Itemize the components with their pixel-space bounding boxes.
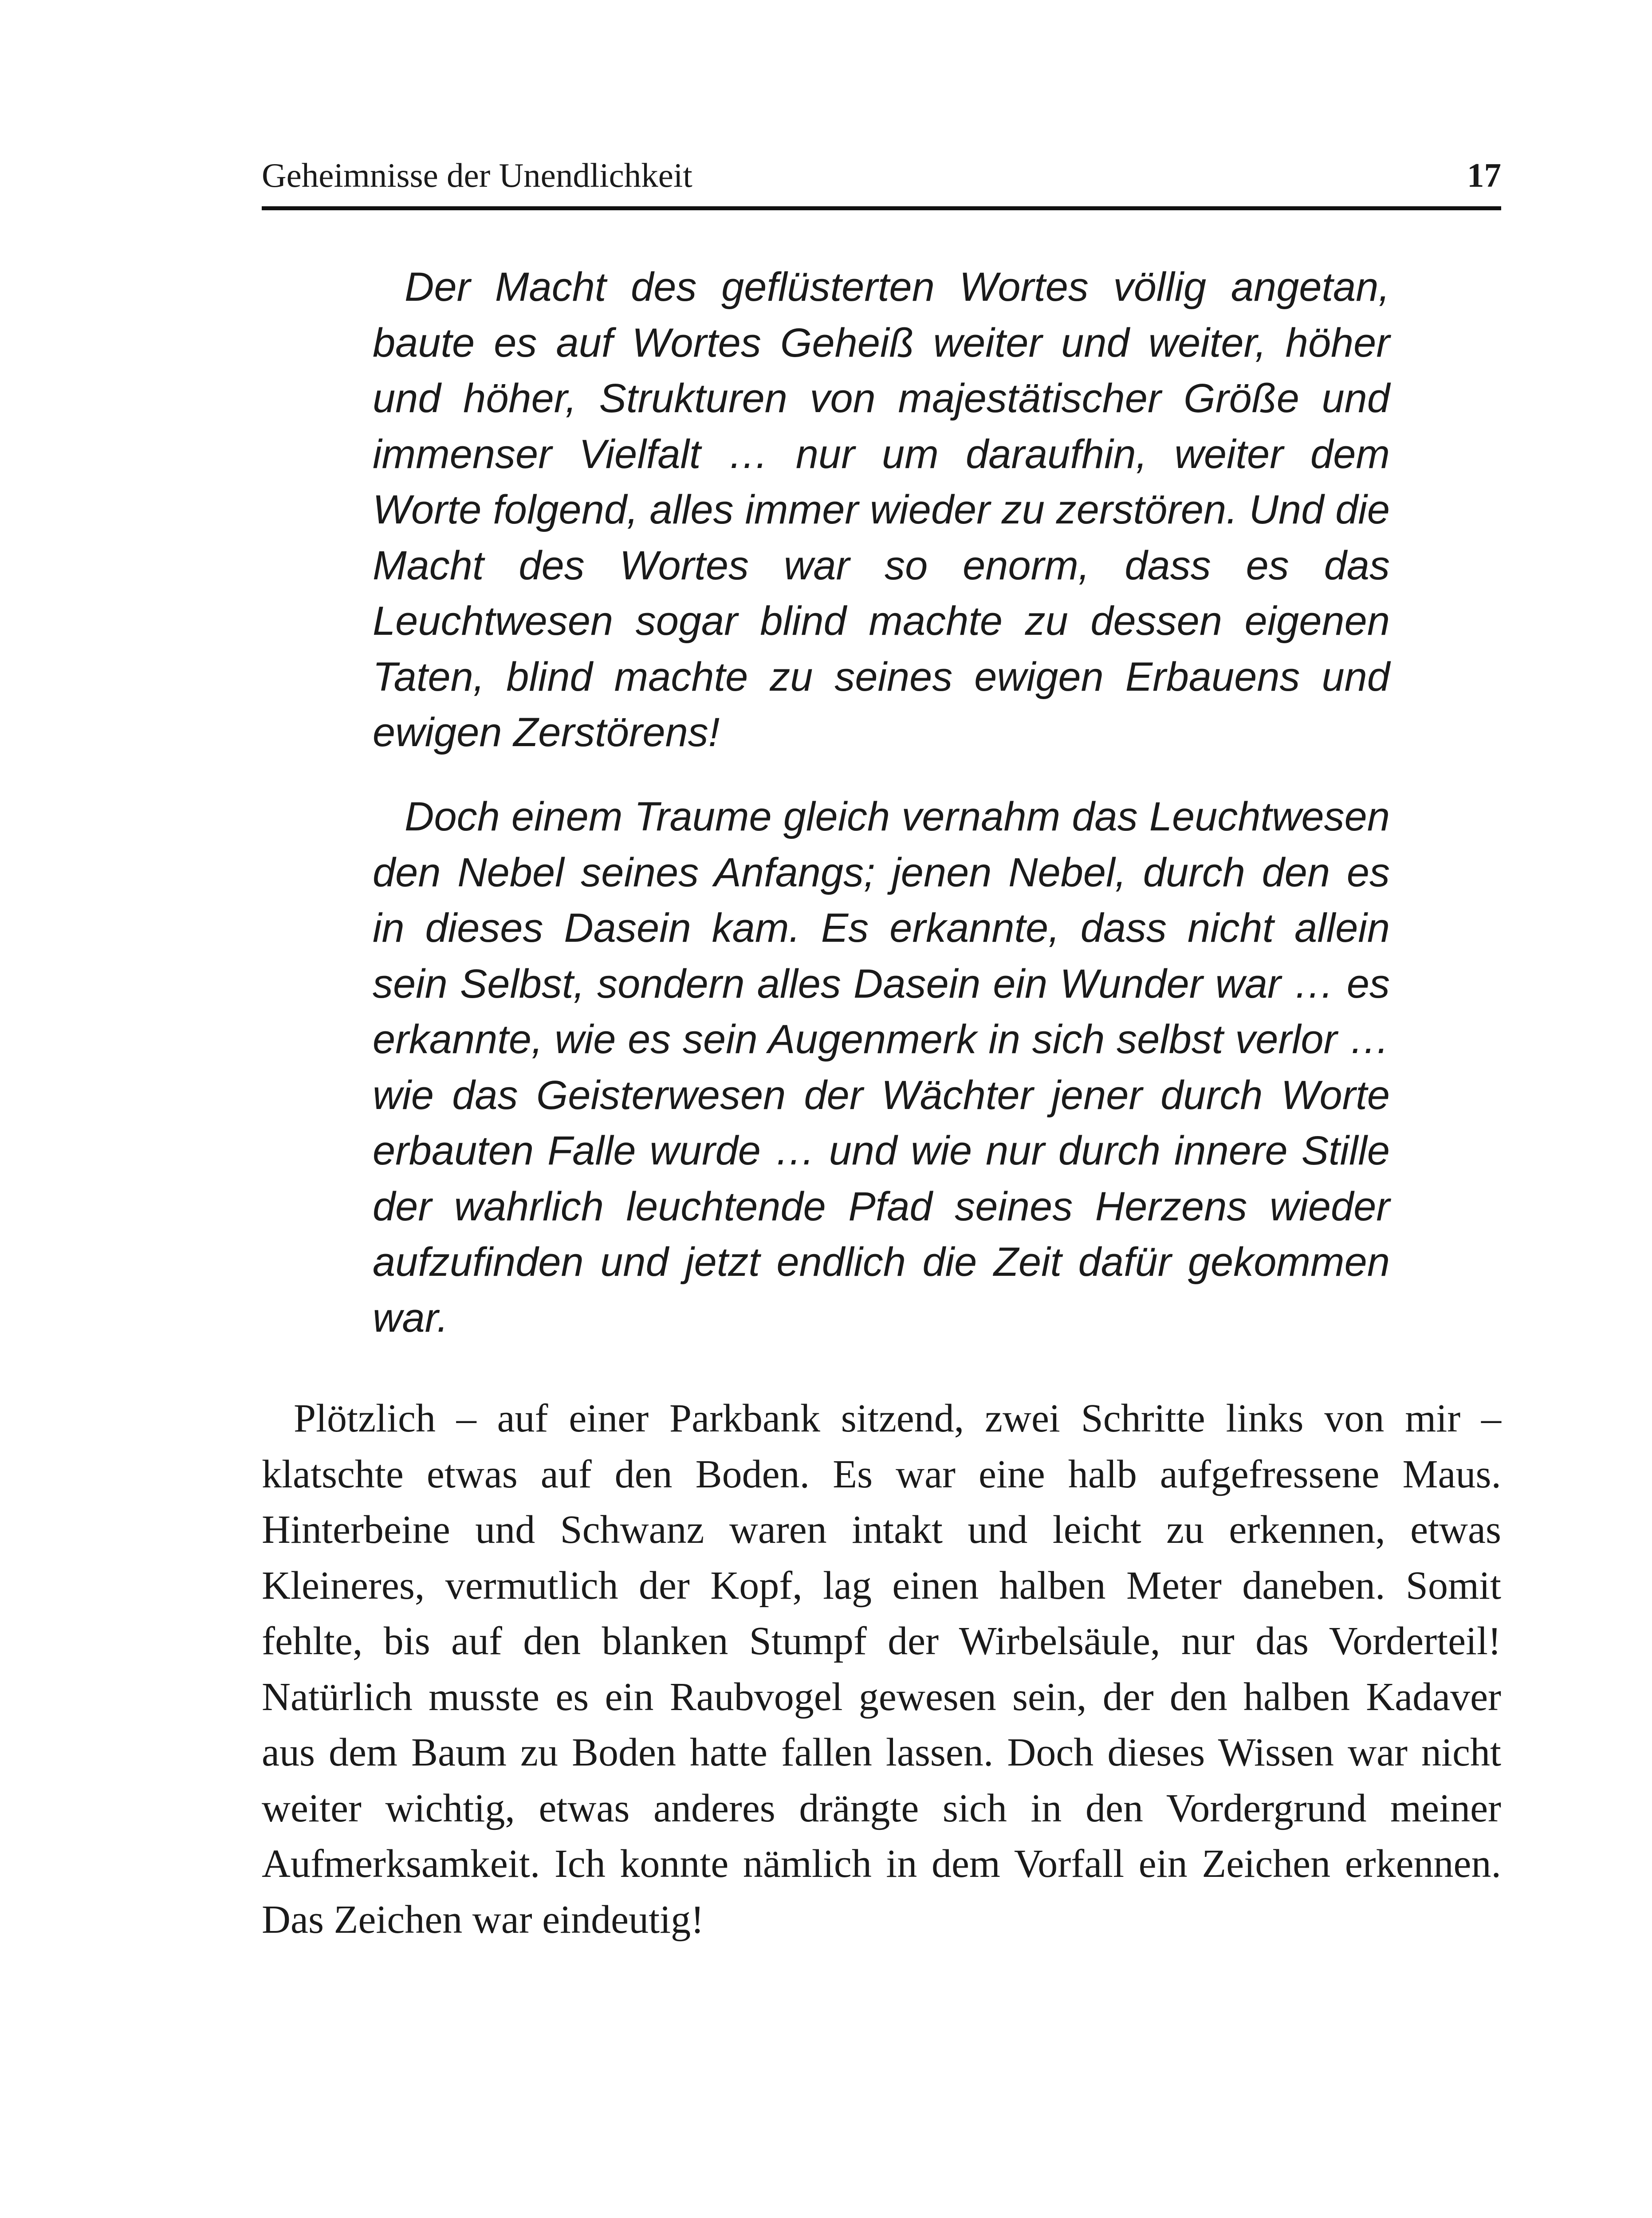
page-number: 17: [1467, 156, 1501, 194]
running-header: [262, 153, 1501, 210]
book-title: Geheimnisse der Unendlichkeit: [262, 156, 692, 194]
body-paragraph: Plötzlich – auf einer Parkbank sitzend, zwei Schritte links von mir – klatschte etwas auf den Boden. Es war eine halb aufgefressene Maus. Hinterbeine und Schwanz waren intakt und leicht zu erkennen, etwas Kleineres, vermutlich der Kopf, lag einen halben Meter daneben. Somit fehlte, bis auf den blanken Stumpf der Wirbelsäule, nur das Vorderteil! Natürlich musste es ein Raubvogel gewesen sein, der den halben Kadaver aus dem Baum zu Boden hatte fallen lassen. Doch dieses Wissen war nicht weiter wichtig, etwas anderes drängte sich in den Vordergrund meiner Aufmerksamkeit. Ich konnte nämlich in dem Vorfall ein Zeichen erkennen. Das Zeichen war eindeutig!: [262, 1396, 1501, 1942]
quote-paragraph: Doch einem Traume gleich vernahm das Leuchtwesen den Nebel seines Anfangs; jenen Nebel, durch den es in dieses Dasein kam. Es erkannte, dass nicht allein sein Selbst, sondern alles Dasein ein Wunder war … es erkannte, wie es sein Augenmerk in sich selbst verlor … wie das Geisterwesen der Wächter jener durch Worte erbauten Falle wurde … und wie nur durch innere Stille der wahrlich leuchtende Pfad seines Herzens wieder aufzufinden und jetzt endlich die Zeit dafür gekommen war.: [373, 794, 1390, 1341]
quote-paragraph: Der Macht des geflüsterten Wortes völlig angetan, baute es auf Wortes Geheiß weiter und weiter, höher und höher, Strukturen von majestätischer Größe und immenser Vielfalt … nur um daraufhin, weiter dem Worte folgend, alles immer wieder zu zerstören. Und die Macht des Wortes war so enorm, dass es das Leuchtwesen sogar blind machte zu dessen eigenen Taten, blind machte zu seines ewigen Erbauens und ewigen Zerstörens!: [373, 264, 1390, 755]
